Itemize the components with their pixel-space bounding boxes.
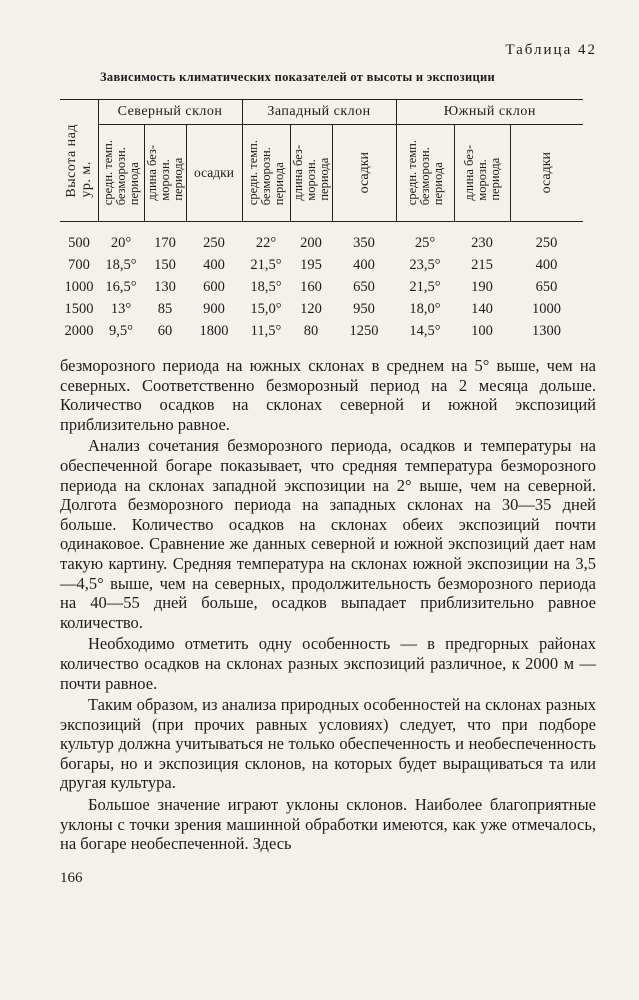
west-temp-header [242, 125, 290, 222]
table-cell: 21,5° [250, 256, 282, 273]
table-cell: 650 [353, 278, 375, 295]
subheader-temp: средн. темп. безморозн. периода [404, 140, 445, 206]
table-cell: 25° [414, 234, 436, 251]
table-row [60, 254, 583, 276]
table-cell: 18,0° [409, 300, 441, 317]
table-cell: 22° [255, 234, 277, 251]
page-number: 166 [60, 870, 83, 886]
group-header-west: Западный склон [242, 100, 396, 125]
table-number-label: Таблица 42 [505, 42, 597, 58]
south-precip-header [510, 125, 583, 222]
table-cell: 400 [535, 256, 558, 273]
table-cell: 1300 [532, 322, 562, 339]
paragraph: Большое значение играют уклоны склонов. Наиболее благоприятные уклоны с точки зрения машинной обработки имеются, как уже отмечалось, на богаре необеспеченной. Здесь [60, 795, 596, 854]
subheader-length: длина без- морозн. периода [461, 145, 502, 201]
table-cell: 400 [353, 256, 375, 273]
table-caption: Зависимость климатических показателей от высоты и экспозиции [100, 70, 495, 84]
table-cell: 230 [471, 234, 493, 251]
table-row [60, 276, 583, 298]
table-cell: 80 [303, 322, 319, 339]
subheader-precip: осадки [539, 152, 555, 194]
table-cell: 16,5° [105, 278, 137, 295]
table-cell: 1800 [199, 322, 229, 339]
table-cell: 15,0° [250, 300, 282, 317]
paragraph: Анализ сочетания безморозного периода, осадков и температуры на обеспеченной богаре показывает, что средняя температура безморозного периода на склонах западной экспозиции на 2° выше, чем на северной. Долгота безморозного периода на западных склонах на 30—35 дней больше. Количество осадков на склонах обеих экспозиций почти одинаковое. Сравнение же данных северной и южной экспозиций дает нам такую картину. Средняя температура на склонах южной экспозиции на 3,5—4,5° выше, чем на северных, продолжительность безморозного периода на 40—55 дней больше, осадков выпадает приблизительно равное количество. [60, 436, 596, 632]
table-cell: 215 [471, 256, 493, 273]
table-cell: 350 [353, 234, 375, 251]
subheader-precip: осадки [194, 165, 234, 180]
table-cell: 900 [203, 300, 225, 317]
table-cell: 60 [157, 322, 173, 339]
height-header [60, 100, 98, 222]
subheader-length: длина без- морозн. периода [290, 145, 331, 201]
table-cell: 21,5° [409, 278, 441, 295]
paragraph: Необходимо отметить одну особенность — в предгорных районах количество осадков на склонах разных экспозиций различное, к 2000 м — почти равное. [60, 634, 596, 693]
group-header-south: Южный склон [396, 100, 583, 125]
table-cell: 130 [154, 278, 176, 295]
height-cell: 2000 [64, 322, 94, 339]
table-cell: 950 [353, 300, 375, 317]
height-cell: 700 [68, 256, 90, 273]
table-row [60, 222, 583, 255]
table-cell: 85 [157, 300, 173, 317]
table-cell: 14,5° [409, 322, 441, 339]
table-cell: 150 [154, 256, 176, 273]
table-body [60, 222, 583, 343]
south-length-header [454, 125, 510, 222]
west-precip-header [332, 125, 396, 222]
table-cell: 1000 [532, 300, 562, 317]
table-cell: 9,5° [109, 322, 133, 339]
paragraph: безморозного периода на южных склонах в среднем на 5° выше, чем на северных. Соответственно безморозный период на 2 месяца дольше. Количество осадков на склонах северной и южной экспозиций приблизительно равное. [60, 356, 596, 434]
north-temp-header [98, 125, 144, 222]
table-cell: 650 [535, 278, 558, 295]
table-cell: 250 [203, 234, 225, 251]
south-temp-header [396, 125, 454, 222]
table-cell: 400 [203, 256, 225, 273]
table-cell: 195 [300, 256, 322, 273]
table-cell: 200 [300, 234, 322, 251]
table-cell: 100 [471, 322, 493, 339]
table-cell: 13° [110, 300, 132, 317]
table-row [60, 298, 583, 320]
subheader-precip: осадки [356, 152, 372, 194]
height-cell: 1000 [64, 278, 94, 295]
table-cell: 190 [471, 278, 493, 295]
table-cell: 11,5° [250, 322, 282, 339]
table-cell: 600 [203, 278, 225, 295]
table-cell: 1250 [349, 322, 379, 339]
subheader-temp: средн. темп. безморозн. периода [245, 140, 286, 206]
west-length-header [290, 125, 332, 222]
table-cell: 18,5° [250, 278, 282, 295]
table-cell: 140 [471, 300, 493, 317]
table-cell: 120 [300, 300, 322, 317]
table-cell: 250 [535, 234, 558, 251]
height-header-text: Высота над ур. м. [63, 123, 94, 198]
table-cell: 20° [110, 234, 132, 251]
subheader-length: длина без- морозн. периода [144, 145, 185, 201]
north-precip-header [186, 125, 242, 222]
height-cell: 500 [68, 234, 90, 251]
table-cell: 160 [300, 278, 322, 295]
paragraph: Таким образом, из анализа природных особенностей на склонах разных экспозиций (при прочих равных условиях) следует, что при подборе культур должна учитываться не только обеспеченность и необеспеченность богары, но и экспозиция склонов, на которых будет выращиваться та или другая культура. [60, 695, 596, 793]
table-cell: 170 [154, 234, 176, 251]
body-text [60, 356, 596, 854]
height-cell: 1500 [64, 300, 94, 317]
table-row [60, 320, 583, 342]
table-cell: 23,5° [409, 256, 441, 273]
climate-table [60, 99, 583, 342]
group-header-north: Северный склон [98, 100, 242, 125]
subheader-temp: средн. темп. безморозн. периода [100, 140, 141, 206]
north-length-header [144, 125, 186, 222]
table-cell: 18,5° [105, 256, 137, 273]
